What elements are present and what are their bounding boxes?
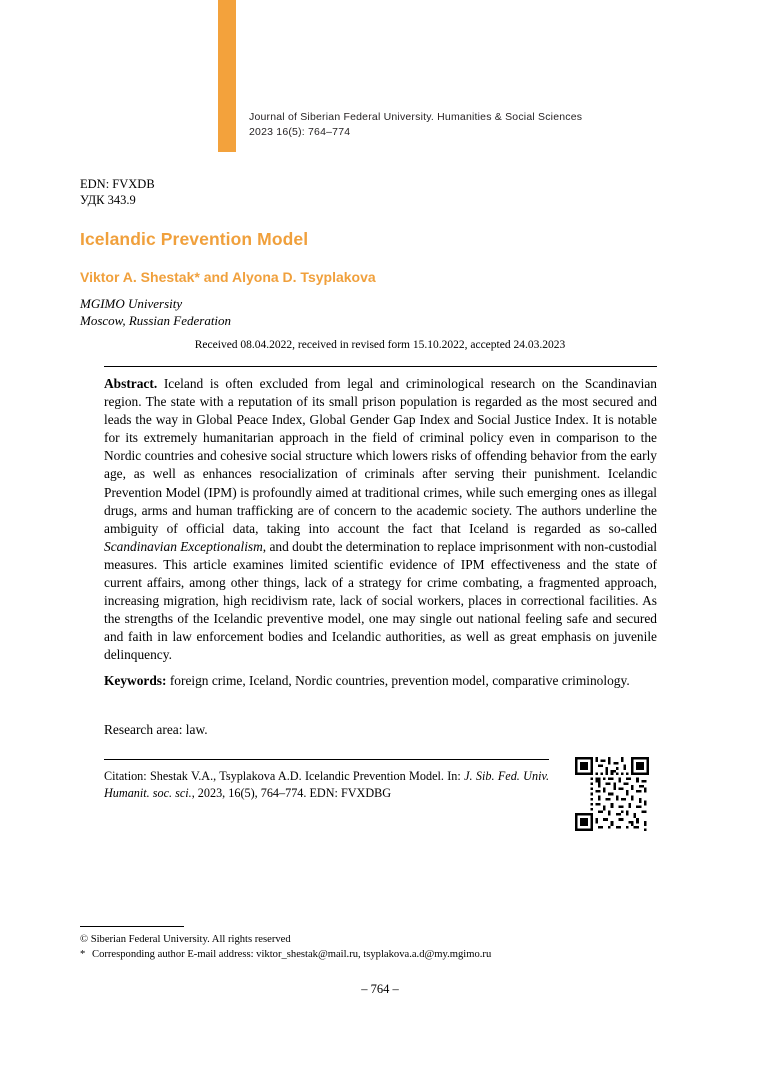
research-area: Research area: law. [104, 722, 208, 737]
qr-code-icon [575, 757, 649, 831]
corresponding-author-text: Corresponding author E-mail address: viktor_shestak@mail.ru, tsyplakova.a.d@my.mgimo.ru [92, 949, 492, 960]
citation-top-rule [104, 759, 549, 760]
footnote-star: * [80, 949, 86, 960]
udk-value: УДК 343.9 [80, 193, 136, 207]
abstract-label: Abstract. [104, 376, 158, 391]
authors-line: Viktor A. Shestak* and Alyona D. Tsyplakova [80, 269, 376, 285]
abstract-text-part2: , and doubt the determination to replace imprisonment with non-custodial measures. This article examines limited scientific evidence of IPM effectiveness and the state of current affairs, among other things, lack of a strategy for crime combating, a fragmented approach, increasing migration, high recidivism rate, lack of social workers, places in correctional facilities. As the strengths of the Icelandic preventive model, one may single out national feeling safe and secured and faith in law enforcement bodies and Icelandic authorities, as well as great emphasis on juvenile delinquency. [104, 538, 657, 663]
citation-journal-abbrev: J. Sib. Fed. Univ. Humanit. soc. sci. [104, 769, 550, 800]
affiliation-block [80, 295, 231, 329]
abstract-text-part1: Iceland is often excluded from legal and criminological research on the Scandinavian region. The state with a reputation of its small prison population is regarded as the most secured and leads the way in Global Peace Index, Global Gender Gap Index and Social Justice Index. It is notable for its extremely humanitarian approach in the field of criminal policy even in comparison to the Nordic countries and cohesive social structure which lowers risks of offending behavior from the early age, as well as enhances resocialization of criminals after serving their punishment. Icelandic Prevention Model (IPM) is profoundly aimed at traditional crimes, while such emerging ones as illegal drugs, arms and human trafficking are of concern to the academic society. The authors underline the ambiguity of official data, taking into account the fact that Iceland is regarded as so-called [104, 376, 657, 536]
journal-issue-line: 2023 16(5): 764–774 [249, 126, 351, 138]
citation-block [104, 768, 549, 801]
edn-value: EDN: FVXDB [80, 177, 155, 191]
journal-info [249, 110, 669, 140]
citation-text-before: Citation: Shestak V.A., Tsyplakova A.D. Icelandic Prevention Model. In: [104, 769, 465, 783]
abstract-italic-phrase: Scandinavian Exceptionalism [104, 538, 263, 554]
affiliation-institution: MGIMO University [80, 296, 183, 311]
page-title: Icelandic Prevention Model [80, 229, 309, 249]
footer-rule [80, 926, 184, 927]
identifiers-block [80, 176, 155, 208]
journal-title-line: Journal of Siberian Federal University. Humanities & Social Sciences [249, 111, 583, 123]
keywords-section [104, 672, 657, 690]
keywords-text: foreign crime, Iceland, Nordic countries, prevention model, comparative criminology. [166, 673, 630, 688]
abstract-top-rule [104, 366, 657, 367]
abstract-section [104, 375, 657, 665]
received-dates: Received 08.04.2022, received in revised form 15.10.2022, accepted 24.03.2023 [194, 339, 566, 351]
copyright-line: © Siberian Federal University. All rights reserved [80, 934, 291, 945]
citation-text-after: , 2023, 16(5), 764–774. EDN: FVXDBG [191, 785, 392, 800]
page-number: – 764 – [361, 982, 399, 996]
masthead-orange-bar [218, 0, 236, 152]
footer-block [80, 932, 680, 962]
corresponding-author-line [80, 947, 680, 962]
affiliation-location: Moscow, Russian Federation [80, 313, 232, 328]
keywords-label: Keywords: [104, 673, 167, 688]
